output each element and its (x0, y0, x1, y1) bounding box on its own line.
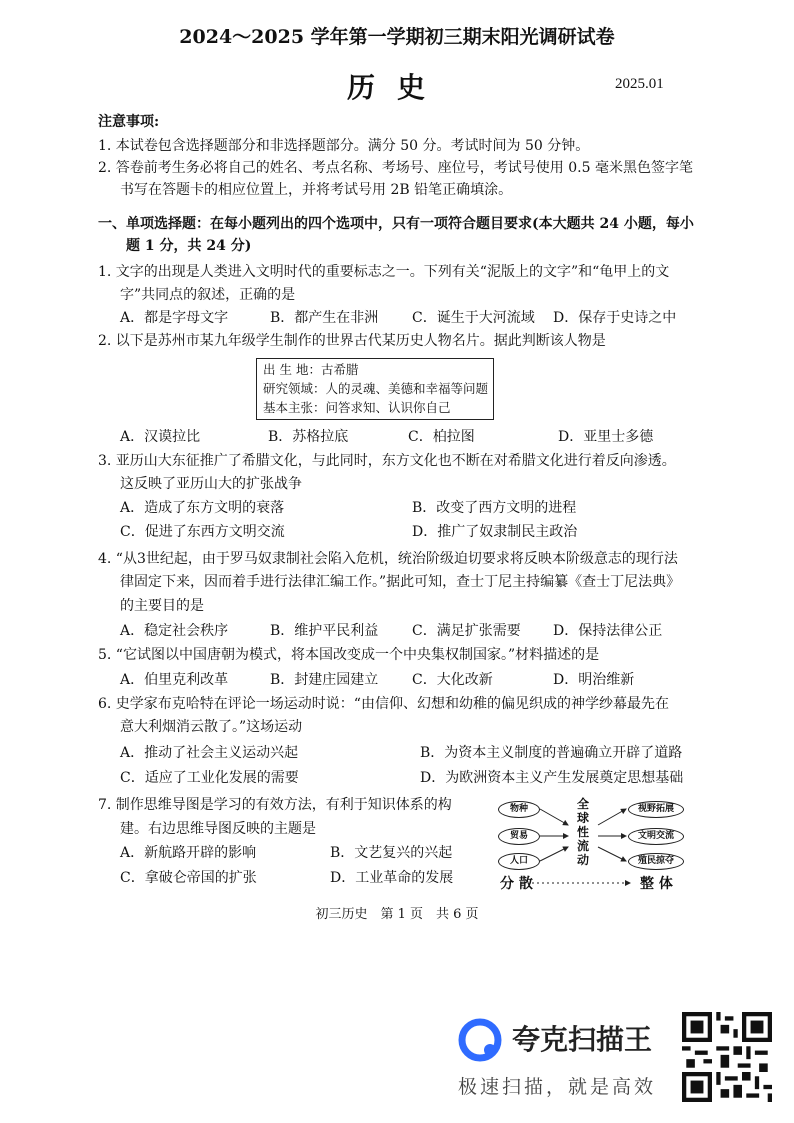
q2-stem: 2. 以下是苏州市某九年级学生制作的世界古代某历史人物名片。据此判断该人物是 (98, 333, 606, 349)
qr-code-icon (682, 1012, 772, 1102)
card-line: 出 生 地：古希腊 (263, 362, 359, 377)
map-node-right: 视野拓展 (628, 801, 684, 818)
q4-stem-cont: 的主要目的是 (120, 598, 204, 614)
map-node-right: 文明交流 (628, 828, 684, 845)
q4-option-d: D．保持法律公正 (553, 623, 663, 639)
brand-name: 夸克扫描王 (512, 1023, 653, 1056)
q7-option-c: C．拿破仑帝国的扩张 (120, 870, 257, 886)
q4-option-b: B．维护平民利益 (270, 623, 379, 639)
q1-option-d: D．保存于史诗之中 (553, 310, 677, 326)
section-heading-cont: 题 1 分，共 24 分) (126, 238, 252, 254)
map-bottom-left: 分 散 (500, 876, 533, 892)
q2-option-b: B．苏格拉底 (268, 429, 349, 445)
q3-option-b: B．改变了西方文明的进程 (412, 500, 577, 516)
q3-option-a: A．造成了东方文明的衰落 (120, 500, 285, 516)
brand-slogan: 极速扫描，就是高效 (458, 1076, 657, 1098)
map-center (575, 797, 591, 867)
q1-stem-cont: 字”共同点的叙述，正确的是 (120, 287, 296, 303)
q1-option-a: A．都是字母文字 (120, 310, 229, 326)
notice-item: 书写在答题卡的相应位置上，并将考试号用 2B 铅笔正确填涂。 (120, 182, 513, 198)
q5-option-c: C．大化改新 (412, 672, 493, 688)
q3-option-d: D．推广了奴隶制民主政治 (412, 524, 578, 540)
map-node-right: 殖民掠夺 (628, 853, 684, 870)
q7-stem: 7. 制作思维导图是学习的有效方法，有利于知识体系的构 (98, 797, 452, 813)
subject-title: 历史 (346, 71, 447, 104)
map-node-left: 贸易 (498, 828, 540, 845)
q6-stem-cont: 意大利烟消云散了。”这场运动 (120, 719, 303, 735)
q6-option-c: C．适应了工业化发展的需要 (120, 770, 299, 786)
q2-option-a: A．汉谟拉比 (120, 429, 201, 445)
map-center-char: 流 (576, 839, 589, 853)
q6-option-a: A．推动了社会主义运动兴起 (120, 745, 299, 761)
q5-option-d: D．明治维新 (553, 672, 635, 688)
q6-option-b: B．为资本主义制度的普遍确立开辟了道路 (420, 745, 683, 761)
notice-item: 1. 本试卷包含选择题部分和非选择题部分。满分 50 分。考试时间为 50 分钟。 (98, 138, 590, 154)
page-number: 初三历史 第 1 页 共 6 页 (315, 907, 479, 922)
q6-option-d: D．为欧洲资本主义产生发展奠定思想基础 (420, 770, 684, 786)
card-line: 基本主张：问答求知、认识你自己 (263, 400, 451, 415)
q7-option-a: A．新航路开辟的影响 (120, 845, 257, 861)
q1-option-c: C．诞生于大河流域 (412, 310, 535, 326)
q2-option-c: C．柏拉图 (408, 429, 475, 445)
mind-map (490, 795, 695, 895)
q4-option-c: C．满足扩张需要 (412, 623, 521, 639)
map-center-char: 全 (576, 797, 589, 811)
q6-stem: 6. 史学家布克哈特在评论一场运动时说：“由信仰、幻想和幼稚的偏见织成的神学纱幕最先在 (98, 696, 669, 712)
map-center-char: 性 (576, 825, 589, 839)
card-line: 研究领域：人的灵魂、美德和幸福等问题 (263, 381, 489, 396)
map-bottom-right: 整 体 (640, 876, 673, 892)
map-node-left: 人口 (498, 853, 540, 870)
q7-stem-cont: 建。右边思维导图反映的主题是 (120, 821, 316, 837)
notice-heading: 注意事项: (98, 114, 160, 130)
map-node-left: 物种 (498, 801, 540, 818)
q4-stem: 4. “从3世纪起，由于罗马奴隶制社会陷入危机，统治阶级迫切要求将反映本阶级意志的现行法 (98, 551, 678, 567)
q7-option-d: D．工业革命的发展 (330, 870, 454, 886)
map-center-char: 球 (576, 811, 589, 825)
q2-option-d: D．亚里士多德 (558, 429, 654, 445)
q7-option-b: B．文艺复兴的兴起 (330, 845, 453, 861)
notice-item: 2. 答卷前考生务必将自己的姓名、考点名称、考场号、座位号，考试号使用 0.5 毫米黑色签字笔 (98, 160, 693, 176)
q5-option-a: A．伯里克利改革 (120, 672, 229, 688)
q5-stem: 5. “它试图以中国唐朝为模式，将本国改变成一个中央集权制国家。”材料描述的是 (98, 647, 600, 663)
q3-stem: 3. 亚历山大东征推广了希腊文化，与此同时，东方文化也不断在对希腊文化进行着反向渗透。 (98, 453, 676, 469)
q1-stem: 1. 文字的出现是人类进入文明时代的重要标志之一。下列有关“泥版上的文字”和“龟甲上的文 (98, 264, 670, 280)
q4-option-a: A．稳定社会秩序 (120, 623, 229, 639)
quark-logo-icon (456, 1016, 504, 1064)
exam-title: 2024～2025 学年第一学期初三期末阳光调研试卷 (179, 26, 615, 48)
q5-option-b: B．封建庄园建立 (270, 672, 379, 688)
person-card (256, 358, 494, 420)
map-center-char: 动 (576, 853, 589, 867)
q4-stem-cont: 律固定下来，因而着手进行法律汇编工作。”据此可知，查士丁尼主持编纂《查士丁尼法典》 (120, 574, 681, 590)
section-heading: 一、单项选择题：在每小题列出的四个选项中，只有一项符合题目要求(本大题共 24 小题，每小 (98, 216, 694, 232)
q3-option-c: C．促进了东西方文明交流 (120, 524, 285, 540)
exam-date: 2025.01 (615, 76, 664, 92)
q1-option-b: B．都产生在非洲 (270, 310, 379, 326)
q3-stem-cont: 这反映了亚历山大的扩张战争 (120, 476, 302, 492)
